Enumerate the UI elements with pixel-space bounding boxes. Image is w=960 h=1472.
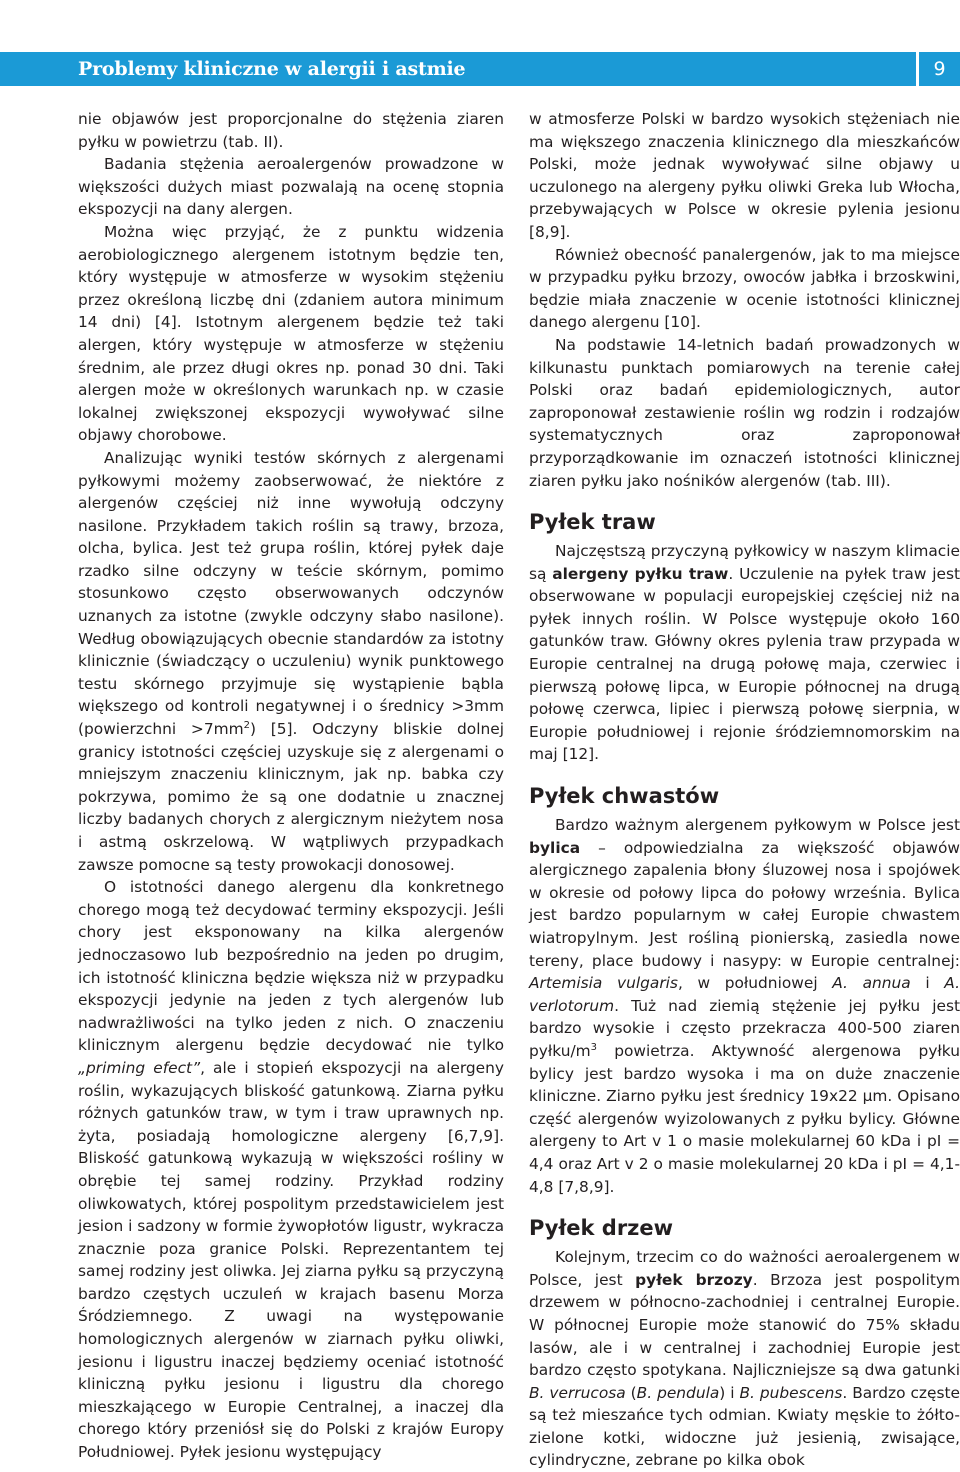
italic-term: B. verrucosa: [529, 1383, 626, 1402]
text-run: ) i: [719, 1383, 740, 1402]
paragraph: nie objawów jest proporcjonalne do stężenia ziaren pyłku w powietrzu (tab. II).: [78, 110, 504, 151]
running-header-title: [78, 54, 465, 84]
text-run: Bardzo ważnym alergenem pyłkowym w Polsce jest: [555, 816, 960, 835]
header-title-part2: w alergii i astmie: [285, 58, 466, 80]
text-run: O istotności danego alergenu dla konkretnego chorego mogą też decydować terminy ekspozycji. Jeśli chory jest eksponowany na kilka alergenów jednoczasowo lub bezpośrednio na jeden po drugim, ich istotność kliniczna będzie większa niż w przypadku ekspozycji jedynie na jeden z tych alergenów lub nadwrażliwości na tylko jeden z nich. O znaczeniu klinicznym alergenu będzie decydować nie tylko: [78, 878, 504, 1055]
text-run: . Bardzo częste są też mieszańce tych odmian. Kwiaty męskie to żółto-zielone kotki, widoczne już jesienią, zwisające, cylindryczne, zebrane po kilka obok: [529, 1383, 960, 1470]
text-run: powietrza. Aktywność alergenowa pyłku bylicy jest bardzo wysoka i ma on duże znaczenie kliniczne. Ziarno pyłku jest średnicy 19x22 μm. Opisano część alergenów wyizolowanych z pyłku bylicy. Główne alergeny to Art v 1 o masie molekularnej 60 kDa i pI = 4,4 oraz Art v 2 o masie molekularnej 20 kDa i pI = 4,1-4,8 [7,8,9].: [529, 1041, 960, 1196]
text-run: . Uczulenie na pyłek traw jest obserwowane w populacji europejskiej częściej niż na pyłek innych roślin. W Polsce występuje około 160 gatunków traw. Główny okres pylenia traw przypada w Europie centralnej na drugą połowę maja, czerwiec i pierwszą połowę lipca, w Europie północnej na drugą połowę czerwca, lipiec i pierwszą połowę sierpnia, w Europie południowej i rejonie śródziemnomorskim na maj [12].: [529, 564, 960, 764]
bold-term: bylica: [529, 838, 581, 857]
page-number: 9: [916, 52, 960, 86]
paragraph: [78, 447, 504, 876]
italic-term: „priming efect”: [78, 1058, 201, 1077]
text-run: – odpowiedzialna za większość objawów alergicznego zapalenia błony śluzowej nosa i spojówek w okresie od połowy lipca do połowy września. Bylica jest bardzo popularnym w całej Europie chwastem wiatropylnym. Jest rośliną pionierską, zasiedla nowe tereny, place budowy i nasypy: w Europie centralnej:: [529, 838, 960, 970]
text-run: . Brzoza jest pospolitym drzewem w północno-zachodniej i centralnej Europie. W północnej Europie może stanowić do 75% składu lasów, ale i w centralnej i zachodniej Europie jest bardzo często spotykana. Najliczniejsze są dwa gatunki: [529, 1270, 960, 1380]
left-column: [78, 108, 504, 1464]
text-run: , ale i stopień ekspozycji na alergeny roślin, wykazujących bliskość gatunkową. Ziarna pyłku różnych gatunków traw, w tym i traw uprawnych np. żyta, posiadają homologiczne alergeny [6,7,9]. Bliskość gatunkową wykazują w większości rośliny w obrębie tej samej rodziny. Przykład rodziny oliwkowatych, której pospolitym przedstawicielem jest jesion i sadzony w formie żywopłotów ligustr, wykracza znacznie poza granice Polski. Reprezentantem tej samej rodziny jest oliwka. Jej ziarna pyłku są przyczyną bardzo częstych uczuleń w krajach basenu Morza Śródziemnego. Z uwagi na występowanie homologicznych alergenów w ziarnach pyłku oliwki, jesionu i ligustru inaczej będziemy oceniać istotność kliniczną pyłku jesionu i ligustru dla chorego mieszkającego w Europie Centralnej, a inaczej dla chorego który przeniósł się do Polski z krajów Europy Południowej. Pyłek jesionu występujący: [78, 1058, 505, 1462]
italic-term: B. pubescens: [739, 1383, 843, 1402]
paragraph: Na podstawie 14-letnich badań prowadzonych w kilkunastu punktach pomiarowych na terenie całej Polski oraz badań epidemiologicznych, autor zaproponował zestawienie roślin wg rodzin i rodzajów systematycznych oraz zaproponował przyporządkowanie im oznaczeń istotności klinicznej ziaren pyłku jako nośników alergenów (tab. III).: [529, 335, 960, 490]
bold-term: alergeny pyłku traw: [552, 564, 729, 583]
paragraph: [529, 814, 960, 1198]
text-run: (: [625, 1383, 637, 1402]
paragraph: w atmosferze Polski w bardzo wysokich stężeniach nie ma większego znaczenia klinicznego dla mieszkańców Polski, może jednak wywoływać silne objawy u uczulonego na alergeny pyłku oliwki Greka lub Włocha, przebywających w Polsce w okresie pylenia jesionu [8,9].: [529, 110, 960, 241]
text-run: Analizując wyniki testów skórnych z alergenami pyłkowymi możemy zaobserwować, że niektóre z alergenów częściej niż inne wywołują odczyny nasilone. Przykładem takich roślin są trawy, brzoza, olcha, bylica. Jest też grupa roślin, której pyłek daje rzadko silne odczyny w teście skórnym, pomimo stosunkowo często obserwowanych odczynów uznanych za istotne (zwykle odczyny słabo nasilone). Według obowiązujących obecnie standardów za istotny klinicznie (świadczący o uczuleniu) wynik punktowego testu skórnego przyjmuje się wystąpienie bąbla większego od kontroli negatywnej i o średnicy >3mm (powierzchni >7mm: [78, 448, 504, 739]
italic-term: B. pendula: [636, 1383, 720, 1402]
text-run: . Tuż nad ziemią stężenie jej pyłku jest bardzo wysokie i często przekracza 400-500 ziaren pyłku/m: [529, 996, 960, 1060]
italic-term: A. verlotorum: [529, 974, 960, 1015]
right-column: [529, 108, 960, 1472]
text-run: Kolejnym, trzecim co do ważności aeroalergenem w Polsce, jest: [529, 1248, 960, 1289]
section-heading-weeds: Pyłek chwastów: [529, 784, 720, 809]
paragraph: Również obecność panalergenów, jak to ma miejsce w przypadku pyłku brzozy, owoców jabłka i brzoskwini, będzie miała znaczenie w ocenie istotności klinicznej danego alergenu [10].: [529, 245, 960, 332]
section-heading-trees: Pyłek drzew: [529, 1216, 674, 1241]
bold-term: pyłek brzozy: [635, 1270, 753, 1289]
italic-term: A. annua: [832, 974, 911, 993]
superscript: 2: [243, 719, 250, 731]
paragraph: [529, 540, 960, 766]
text-run: , w południowej: [677, 974, 833, 993]
text-run: i: [910, 974, 945, 993]
paragraph: Można więc przyjąć, że z punktu widzenia aerobiologicznego alergenem istotnym będzie ten, który występuje w atmosferze w wysokim stężeniu przez określoną liczbę dni (zdaniem autora minimum 14 dni) [4]. Istotnym alergenem będzie też taki alergen, który występuje w atmosferze w stężeniu średnim, ale przez długi okres np. ponad 30 dni. Taki alergen może w określonych warunkach np. w czasie lokalnej zwiększonej ekspozycji wywoływać silne objawy chorobowe.: [78, 222, 504, 445]
paragraph: [529, 1246, 960, 1472]
paragraph: [78, 876, 504, 1463]
section-heading-grass: Pyłek traw: [529, 510, 656, 535]
italic-term: Artemisia vulgaris: [529, 974, 678, 993]
text-run: Najczęstszą przyczyną pyłkowicy w naszym klimacie są: [529, 542, 960, 583]
text-run: ) [5]. Odczyny bliskie dolnej granicy istotności częściej uzyskuje się z alergenami o mniejszym znaczeniu klinicznym, jak np. babka czy pokrzywa, pomimo że są one dodatnie u znacznej liczby badanych chorych z alergicznym nieżytem nosa i astmą oskrzelową. W wątpliwych przypadkach zawsze pomocne są testy prowokacji donosowej.: [78, 720, 504, 874]
paragraph: Badania stężenia aeroalergenów prowadzone w większości dużych miast pozwalają na ocenę stopnia ekspozycji na dany alergen.: [78, 155, 504, 219]
header-title-part1: Problemy kliniczne: [78, 58, 279, 80]
superscript: 3: [590, 1041, 597, 1053]
